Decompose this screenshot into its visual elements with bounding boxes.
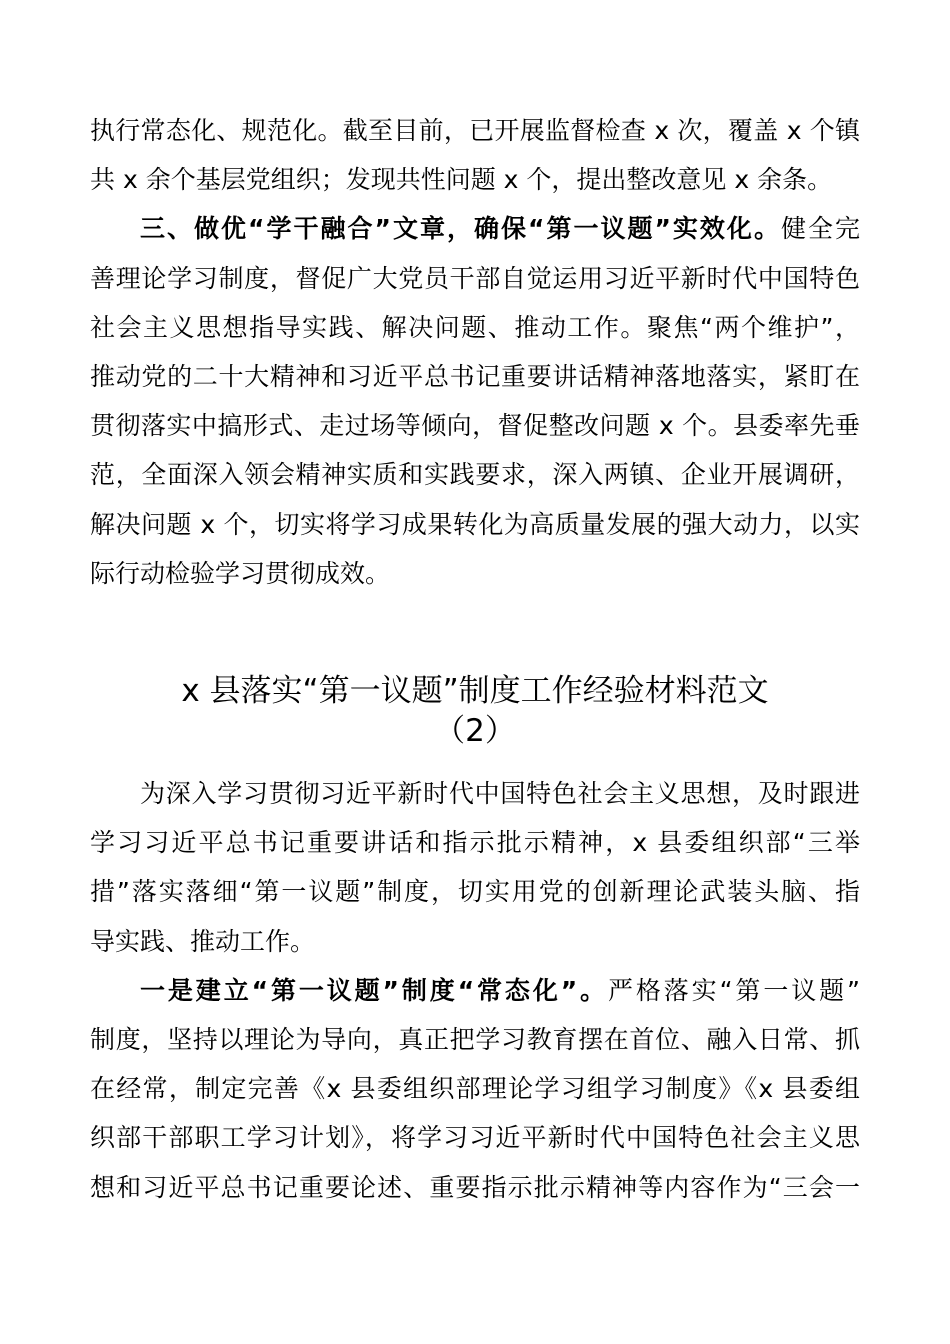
article2-text [90, 769, 860, 1212]
article-title-line: （2） [434, 713, 516, 749]
paragraph-line: 推动党的二十大精神和习近平总书记重要讲话精神落地落实，紧盯在 [90, 362, 860, 392]
paragraph-line: 措”落实落细“第一议题”制度，切实用党的创新理论武装头脑、指 [90, 877, 860, 907]
paragraph-text: 健全完 [780, 214, 860, 244]
paragraph-line: 贯彻落实中搞形式、走过场等倾向，督促整改问题 x 个。县委率先垂 [90, 411, 860, 441]
paragraph-line: 共 x 余个基层党组织；发现共性问题 x 个，提出整改意见 x 余条。 [90, 165, 833, 195]
paragraph-line: 导实践、推动工作。 [90, 926, 316, 956]
article-title-line: x 县落实“第一议题”制度工作经验材料范文 [181, 673, 769, 709]
paragraph-line: 在经常，制定完善《x 县委组织部理论学习组学习制度》《x 县委组 [90, 1074, 860, 1104]
section1-text [90, 106, 860, 598]
paragraph-line [90, 204, 860, 253]
paragraph-line: 为深入学习贯彻习近平新时代中国特色社会主义思想，及时跟进 [140, 779, 860, 808]
paragraph-line: 执行常态化、规范化。截至目前，已开展监督检查 x 次，覆盖 x 个镇 [90, 116, 860, 145]
article-title [90, 671, 860, 751]
paragraph-line: 学习习近平总书记重要讲话和指示批示精神，x 县委组织部“三举 [90, 828, 860, 858]
paragraph-line [90, 966, 860, 1015]
paragraph-line: 制度，坚持以理论为导向，真正把学习教育摆在首位、融入日常、抓 [90, 1025, 860, 1055]
paragraph-line: 际行动检验学习贯彻成效。 [90, 558, 391, 588]
paragraph-line: 社会主义思想指导实践、解决问题、推动工作。聚焦“两个维护”， [90, 312, 860, 342]
paragraph-line: 解决问题 x 个，切实将学习成果转化为高质量发展的强大动力，以实 [90, 509, 860, 539]
section-heading: 一是建立“第一议题”制度“常态化”。 [140, 975, 608, 1005]
paragraph-text: 严格落实“第一议题” [607, 975, 860, 1005]
paragraph-line: 善理论学习制度，督促广大党员干部自觉运用习近平新时代中国特色 [90, 263, 860, 293]
paragraph-line: 织部干部职工学习计划》，将学习习近平新时代中国特色社会主义思 [90, 1123, 860, 1153]
section-heading: 三、做优“学干融合”文章，确保“第一议题”实效化。 [140, 214, 781, 244]
paragraph-line: 想和习近平总书记重要论述、重要指示批示精神等内容作为“三会一 [90, 1172, 860, 1202]
paragraph-line: 范，全面深入领会精神实质和实践要求，深入两镇、企业开展调研， [90, 460, 860, 490]
